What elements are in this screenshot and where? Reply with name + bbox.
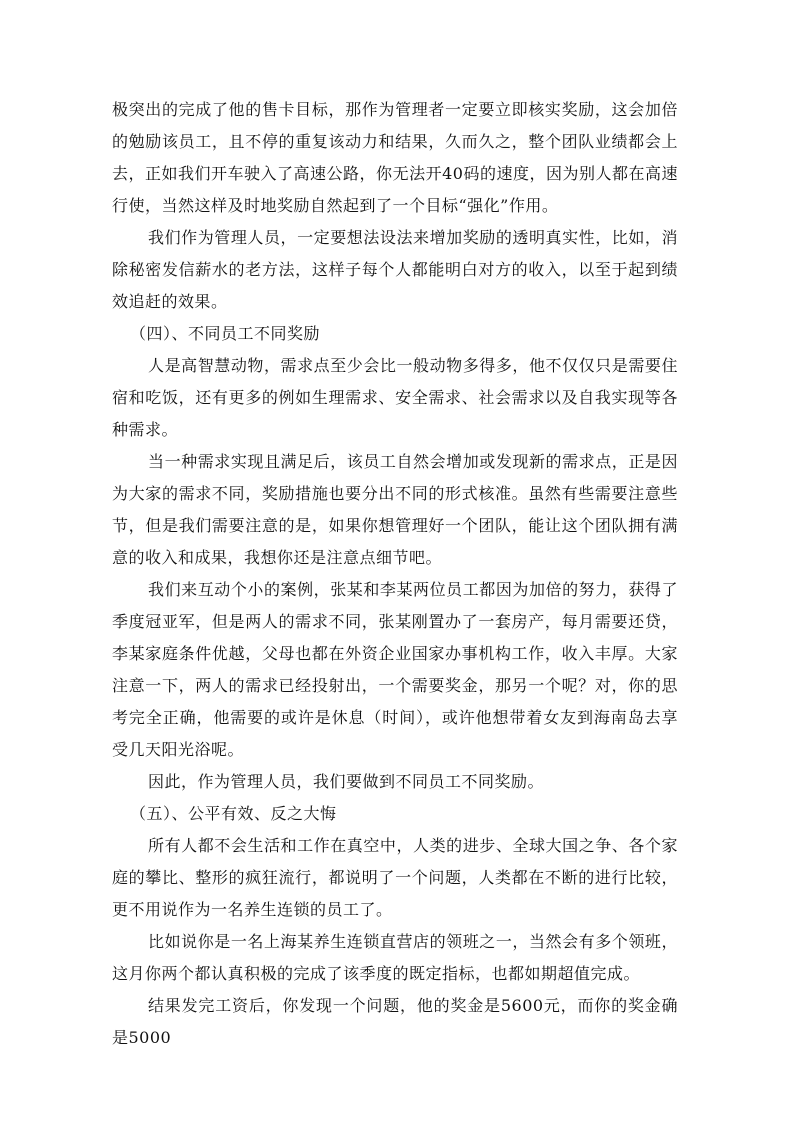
section-heading-4: （四）、不同员工不同奖励 bbox=[130, 324, 321, 343]
paragraph-9: 结果发完工资后，你发现一个问题，他的奖金是5600元，而你的奖金确是5000 bbox=[112, 996, 678, 1047]
document-body bbox=[112, 94, 678, 1054]
paragraph-2: 我们作为管理人员，一定要想法设法来增加奖励的透明真实性，比如，消除秘密发信薪水的老方法，这样子每个人都能明白对方的收入，以至于起到绩效追赶的效果。 bbox=[112, 228, 678, 311]
section-heading-5: （五）、公平有效、反之大悔 bbox=[130, 804, 337, 823]
paragraph-8: 比如说你是一名上海某养生连锁直营店的领班之一，当然会有多个领班，这月你两个都认真积极的完成了该季度的既定指标，也都如期超值完成。 bbox=[112, 932, 678, 983]
paragraph-3: 人是高智慧动物，需求点至少会比一般动物多得多，他不仅仅只是需要住宿和吃饭，还有更多的例如生理需求、安全需求、社会需求以及自我实现等各种需求。 bbox=[112, 356, 678, 439]
paragraph-4: 当一种需求实现且满足后，该员工自然会增加或发现新的需求点，正是因为大家的需求不同，奖励措施也要分出不同的形式核准。虽然有些需要注意些节，但是我们需要注意的是，如果你想管理好一个团队，能让这个团队拥有满意的收入和成果，我想你还是注意点细节吧。 bbox=[112, 452, 678, 567]
paragraph-1: 极突出的完成了他的售卡目标，那作为管理者一定要立即核实奖励，这会加倍的勉励该员工，且不停的重复该动力和结果，久而久之，整个团队业绩都会上去，正如我们开车驶入了高速公路，你无法开40码的速度，因为别人都在高速行使，当然这样及时地奖励自然起到了一个目标“强化”作用。 bbox=[112, 100, 678, 215]
paragraph-6: 因此，作为管理人员，我们要做到不同员工不同奖励。 bbox=[148, 772, 545, 791]
paragraph-7: 所有人都不会生活和工作在真空中，人类的进步、全球大国之争、各个家庭的攀比、整形的疯狂流行，都说明了一个问题，人类都在不断的进行比较，更不用说作为一名养生连锁的员工了。 bbox=[112, 836, 678, 919]
paragraph-5: 我们来互动个小的案例，张某和李某两位员工都因为加倍的努力，获得了季度冠亚军，但是两人的需求不同，张某刚置办了一套房产，每月需要还贷，李某家庭条件优越，父母也都在外资企业国家办事机构工作，收入丰厚。大家注意一下，两人的需求已经投射出，一个需要奖金，那另一个呢？对，你的思考完全正确，他需要的或许是休息（时间），或许他想带着女友到海南岛去享受几天阳光浴呢。 bbox=[112, 580, 678, 759]
